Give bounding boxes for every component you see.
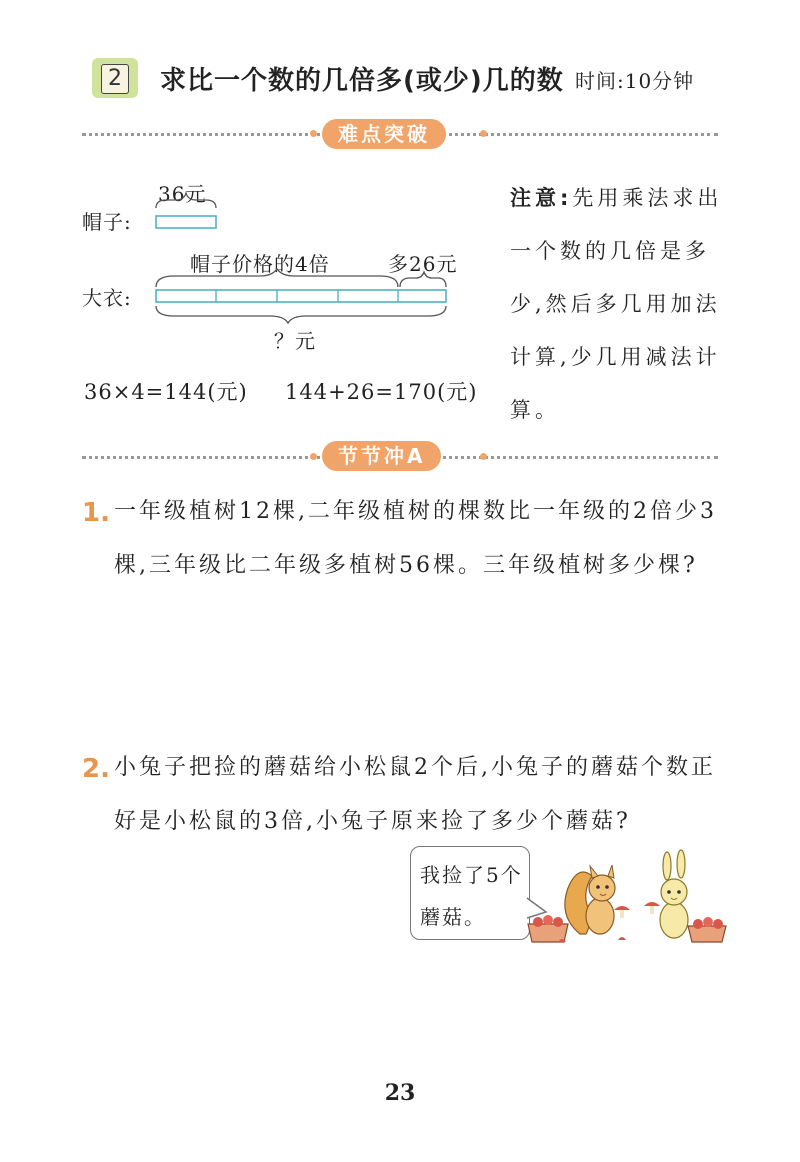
coat-bar	[156, 290, 446, 302]
squirrel-rabbit-illustration	[522, 846, 732, 946]
lesson-title: 求比一个数的几倍多(或少)几的数	[160, 66, 564, 96]
speech-bubble-text: 我捡了5个蘑菇。	[420, 863, 523, 929]
question-2-number: 2.	[82, 754, 110, 784]
question-1-number: 1.	[82, 498, 110, 528]
divider-dot	[310, 453, 317, 460]
coat-multiple-label: 帽子价格的4倍	[190, 252, 330, 276]
note-box	[510, 172, 725, 437]
coat-multiple-brace	[156, 269, 398, 287]
question-2-text: 小兔子把捡的蘑菇给小松鼠2个后,小兔子的蘑菇个数正好是小松鼠的3倍,小兔子原来捡了多少个蘑菇?	[114, 755, 716, 834]
total-brace	[156, 306, 446, 323]
hat-brace	[156, 193, 216, 208]
section-title-practice: 节节冲A	[322, 441, 441, 471]
lesson-badge	[92, 58, 138, 98]
question-1-text: 一年级植树12棵,二年级植树的棵数比一年级的2倍少3棵,三年级比二年级多植树56棵。三年级植树多少棵?	[114, 499, 717, 578]
divider-dot	[310, 130, 317, 137]
time-label: 时间:10分钟	[575, 69, 695, 93]
note-heading: 注意:	[510, 186, 573, 210]
page-number: 23	[384, 1080, 416, 1106]
lesson-number: 2	[101, 64, 129, 94]
divider-dot	[480, 453, 487, 460]
divider-dot	[480, 130, 487, 137]
hat-label: 帽子:	[82, 210, 132, 234]
coat-extra-label: 多26元	[388, 252, 458, 276]
hat-bar	[156, 216, 216, 228]
hat-value: 36元	[158, 182, 207, 206]
coat-extra-brace	[400, 272, 446, 287]
total-label: ？元	[274, 329, 316, 353]
line-diagram	[140, 190, 470, 330]
equation-1: 36×4=144(元)	[84, 380, 248, 404]
note-text: 先用乘法求出一个数的几倍是多少,然后多几用加法计算,少几用减法计算。	[510, 186, 723, 422]
coat-label: 大衣:	[82, 286, 132, 310]
section-title-difficult: 难点突破	[322, 119, 446, 149]
equation-2: 144+26=170(元)	[285, 380, 478, 404]
